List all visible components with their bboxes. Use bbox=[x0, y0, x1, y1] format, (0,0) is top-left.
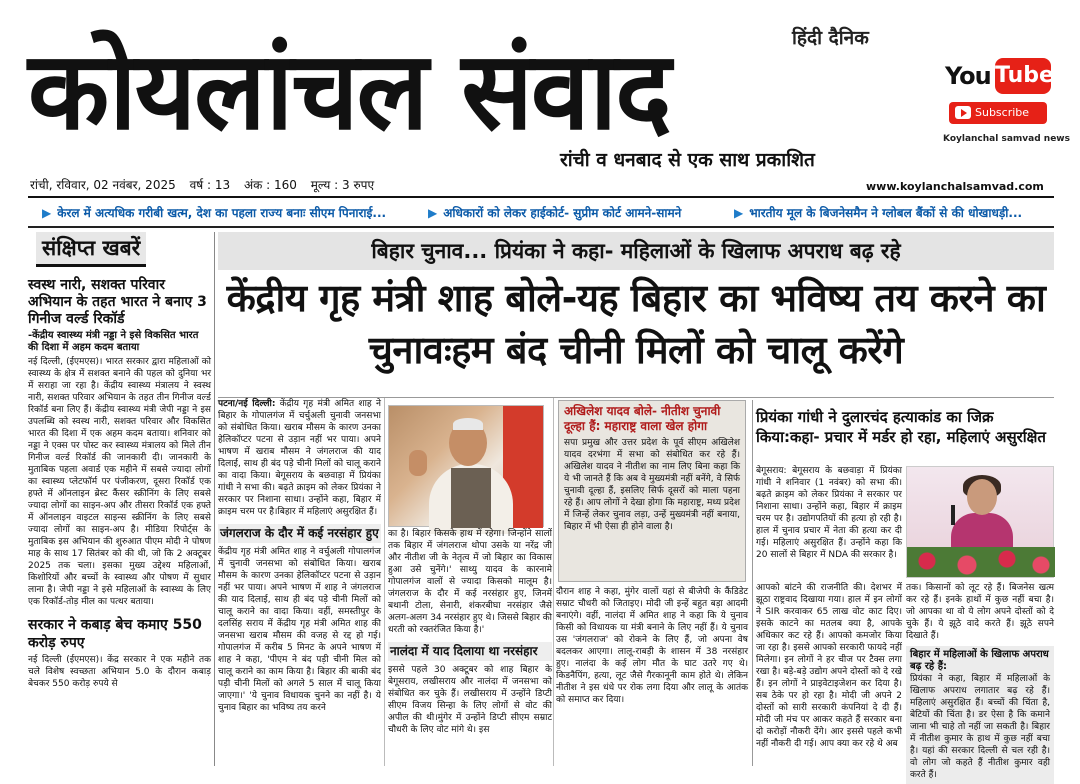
ticker-item[interactable]: ▶ भारतीय मूल के बिजनेसमैन ने ग्लोबल बैंकों से की धोखाधड़ी... bbox=[734, 204, 1022, 221]
column-divider bbox=[384, 398, 385, 766]
year: वर्ष : 13 bbox=[189, 178, 231, 192]
priyanka-gandhi-photo bbox=[906, 466, 1054, 578]
story-text: इससे पहले 30 अक्टूबर को शाह बिहार के बेगूसराय, लखीसराय और नालंदा में जनसभा को संबोधित कर चुके हैं। लखीसराय में उन्होंने डिप्टी सीएम विजय सिन्हा के लिए लोगों से वोट की अपील की थी।मुंगेर में उन्होंने डिप्टी सीएम सम्राट चौधरी के लिए वोट मांगे थे। इस bbox=[388, 665, 552, 735]
story-body bbox=[218, 398, 381, 518]
masthead bbox=[0, 0, 1080, 200]
box-headline: अखिलेश यादव बोले- नीतीश चुनावी दूल्हा हैं: महाराष्ट्र वाला खेल होगा bbox=[564, 404, 721, 433]
youtube-you-text: You bbox=[945, 62, 991, 90]
brief-story-body: नई दिल्ली, (ईएमएस)। भारत सरकार द्वारा महिलाओं को स्वास्थ्य के क्षेत्र में सशक्त बनाने की पहल को दुनिया भर में सराहा जा रहा है। केंद्रीय स्वास्थ्य मंत्रालय ने स्वस्थ नारी, सशक्त परिवार अभियान के तहत तीन गिनीज वर्ल्ड रिकॉर्ड बना लिए हैं। केंद्रीय स्वास्थ्य मंत्री जेपी नड्डा ने इस उपलब्धि को स्वस्थ नारी, सशक्त परिवार और विकसित भारत की दिशा में एक अहम कदम बताया। शनिवार को नड्डा ने एक्स पर पोस्ट कर स्वास्थ्य मंत्रालय को मिले तीन गिनीज वर्ल्ड रिकॉर्ड की जानकारी दी। जानकारी के मुताबिक पहला अवार्ड एक महीने में सबसे ज्यादा लोगों का स्वास्थ्य प्लेटफॉर्म पर पंजीकरण, दूसरा रिकॉर्ड एक हफ्ते में ऑनलाइन ब्रेस्ट कैंसर स्क्रीनिंग के लिए सबसे ज्यादा लोगों का साइन-अप और तीसरा रिकॉर्ड एक हफ्ते में ऑनलाइन वाइटल साइन्स स्क्रीनिंग के लिए सबसे ज्यादा लोगों का साइन-अप है। मीडिया रिपोर्ट्स के मुताबिक इस अभियान की शुरुआत पीएम मोदी ने पोषण माह के साथ 17 सितंबर को की थी, जो कि 2 अक्टूबर 2025 तक चला। इसका मुख्य उद्देश्य महिलाओं, किशोरियों और बच्चों के स्वास्थ्य और पोषण में सुधार लाना है। जेपी नड्डा ने इसे महिलाओं के स्वास्थ्य के लिए एक रिकॉर्ड-तोड़ मील का पत्थर बताया। bbox=[28, 357, 211, 607]
story-subhead: जंगलराज के दौर में कई नरसंहार हुए bbox=[218, 524, 381, 543]
lead-story-column-1 bbox=[218, 398, 381, 766]
story-text: का है। बिहार किसके हाथ में रहेगा। जिन्होंने सालों तक बिहार में जंगलराज थोपा उसके या नरेंद्र जी और नीतीश जी के नेतृत्व में जो बिहार का विकास हुआ उसे चुनेंगे।' साथ्यु यादव के कारनामे गोपालगंज वालों से ज्यादा किसको मालूम है। जंगलराज के दौर में कई नरसंहार हुए, जिनमें बथानी टोला, सेनारी, शंकरबीघा नरसंहार जैसे अलग-अलग 34 नरसंहार हुए थे। जिससे बिहार की धरती को रक्तरंजित किया है।' bbox=[388, 529, 552, 635]
box-text: प्रियंका ने कहा, बिहार में महिलाओं के खिलाफ अपराध लगातार बढ़ रहे हैं। महिलाएं असुरक्षित हैं। बच्चों की चिंता है, बेटियों की चिंता है। डर ऐसा है कि कमाने जाना भी चाहे तो नहीं जा सकती है। बिहार में नीतीश कुमार के हाथ में कुछ नहीं बचा है। यहां की सरकार दिल्ली से चल रही है। वो लोग जो कहते हैं नीतीश कुमार वही करते हैं। bbox=[910, 674, 1050, 780]
divider bbox=[28, 226, 1054, 228]
main-headline: केंद्रीय गृह मंत्री शाह बोले-यह बिहार का भविष्य तय करने का चुनावःहम बंद चीनी मिलों को चालू करेंगे bbox=[226, 276, 1046, 372]
amit-shah-photo bbox=[388, 405, 544, 527]
place-date: रांची, रविवार, 02 नवंबर, 2025 bbox=[30, 178, 176, 192]
story-text: केंद्रीय गृह मंत्री अमित शाह ने बिहार के गोपालगंज में चर्चुअली चुनावी जनसभा को संबोधित किया। खराब मौसम के कारण उनका हेलिकॉप्टर पटना से उड़ान नहीं भर पाया। अपने भाषण में खराब मौसम ने जंगलराज की याद दिलाई, साथ ही बंद पड़े चीनी मिलों को चालू कराने का वादा किया। बेगूसराय के बछवाड़ा में प्रियंका गांधी ने सभा की। बढ़ते क्राइम को लेकर प्रियंका ने सरकार पर निशाना साधा। उन्होंने कहा, बिहार में क्राइम चरम पर है।बिहार में महिलाएं असुरक्षित हैं। bbox=[218, 399, 381, 517]
youtube-subscribe-badge[interactable] bbox=[943, 58, 1070, 148]
divider bbox=[28, 196, 1054, 198]
subscribe-button[interactable] bbox=[949, 102, 1047, 124]
issue: अंक : 160 bbox=[243, 178, 297, 192]
lead-story-column-2 bbox=[388, 528, 552, 766]
edition-label: हिंदी दैनिक bbox=[792, 27, 869, 49]
brief-story-headline: स्वस्थ नारी, सशक्त परिवार अभियान के तहत भारत ने बनाए 3 गिनीज वर्ल्ड रिकॉर्ड bbox=[28, 277, 207, 327]
story-text: तक। किसानों को लूट रहे हैं। बिजनेस खत्म कर रहे हैं। इनके हाथों में कुछ नहीं बचा है। जो आपका था वो ये लोग अपने दोस्तों को दे चुके हैं। ये झूठे वादे करते हैं। झूठे सपने दिखाते हैं। bbox=[906, 583, 1054, 641]
brief-news-heading: संक्षिप्त खबरें bbox=[36, 232, 146, 267]
priyanka-story-continued bbox=[756, 582, 1054, 780]
newspaper-title: कोयलांचल संवाद bbox=[28, 29, 670, 154]
news-ticker bbox=[28, 202, 1054, 222]
brief-story-headline: सरकार ने कबाड़ बेच कमाए 550 करोड़ रुपए bbox=[28, 617, 202, 651]
play-icon bbox=[955, 106, 971, 119]
tagline: रांची व धनबाद से एक साथ प्रकाशित bbox=[560, 149, 815, 171]
story-text: दौरान शाह ने कहा, मुंगेर वालों यहां से बीजेपी के कैंडिडेट सम्राट चौधरी को जिताइए। मोदी जी इन्हें बहुत बड़ा आदमी बनाएंगे। वहीं, नालंदा में अमित शाह ने कहा कि ये चुनाव किसी को विधायक या मंत्री बनाने के लिए नहीं हैं। ये चुनाव उस 'जंगलराज' को रोकने के लिए हैं, जो अपना वेष बदलकर आएगा। लालू-राबड़ी के शासन में 38 नरसंहार हुए। नालंदा के कई लोग मौत के घाट उतरे गए थे। किडनैपिंग, हत्या, लूट जैसे गैरकानूनी काम होते थे। लेकिन नीतीश ने इस धंधे पर रोक लगा दिया और लालू के आतंक को समाप्त कर दिया। bbox=[556, 587, 748, 705]
kicker-headline: बिहार चुनाव... प्रियंका ने कहा- महिलाओं के खिलाफ अपराध बढ़ रहे bbox=[218, 232, 1054, 270]
column-divider bbox=[214, 232, 215, 766]
column-divider bbox=[553, 398, 554, 766]
priyanka-story-headline: प्रियंका गांधी ने दुलारचंद हत्याकांड का जिक्र किया:कहा- प्रचार में मर्डर हो रहा, महिलाएं असुरक्षित bbox=[756, 408, 1046, 446]
box-text: सपा प्रमुख और उत्तर प्रदेश के पूर्व सीएम अखिलेश यादव दरभंगा में सभा को संबोधित कर रहे हैं। अखिलेश यादव ने नीतीश का नाम लिए बिना कहा कि ये भी जानते हैं कि अब वे मुख्यमंत्री नहीं बनेंगे, वे सिर्फ चुनावी दूल्हा हैं, इसलिए सिर्फ दूसरों को माला पहना रहे हैं। आप लोगों ने देखा होगा कि महाराष्ट्र, मध्य प्रदेश में जिन्हें लेकर चुनाव लड़ा, उन्हें मुख्यमंत्री नहीं बनाया, बिहार में भी ऐसा ही होने वाला है। bbox=[564, 438, 740, 532]
youtube-tube-text: Tube bbox=[995, 58, 1051, 94]
website-link[interactable]: www.koylanchalsamvad.com bbox=[866, 180, 1044, 193]
women-safety-box bbox=[906, 646, 1054, 784]
lead-story-column-3 bbox=[556, 586, 748, 766]
subscribe-label: Subscribe bbox=[975, 106, 1030, 119]
brief-story-body: नई दिल्ली (ईएमएस)। केंद्र सरकार ने एक महीने तक चले विशेष स्वच्छता अभियान 5.0 के दौरान कबाड़ बेचकर 550 करोड़ रुपये से bbox=[28, 655, 211, 689]
column-divider bbox=[752, 400, 753, 766]
akhilesh-story-box bbox=[558, 400, 746, 582]
dateline bbox=[30, 176, 384, 193]
brief-story-subhead: -केंद्रीय स्वास्थ्य मंत्री नड्डा ने इसे विकसित भारत की दिशा में अहम कदम बताया bbox=[28, 330, 199, 353]
story-dateline: पटना/नई दिल्ली: bbox=[218, 399, 276, 409]
story-text: आपको बांटने की राजनीति की। देशभर में झूठा राष्ट्रवाद दिखाया गया। हाल में इन लोगों ने SIR करवाकर 65 लाख वोट काट दिए। इसके काटने का मतलब क्या है, आपके अधिकार कट रहे हैं। आपको कमजोर किया जा रहा है। इससे आपको सरकारी फायदे नहीं मिलेगा। इन लोगों ने हर चीज पर टैक्स लगा रखा है। बड़े-बड़े उद्योग अपने दोस्तों को दे रखे हैं। इन लोगों ने प्राइवेटाइजेशन कर दिया है। सब ठेके पर हो रहा है। मोदी जी अपने 2 दोस्तों को सारी सरकारी कंपनियां दे दी हैं। मोदी जी मंच पर आकर कहते हैं सरकार बना दो करोड़ों नौकरी देंगे। आर इससे पहले कभी नहीं नौकरी दी गई। आप क्या कर रहे थे अब bbox=[756, 583, 902, 749]
brief-news-column bbox=[28, 232, 211, 766]
ticker-item[interactable]: ▶ केरल में अत्यधिक गरीबी खत्म, देश का पहला राज्य बनाः सीएम पिनाराई... bbox=[42, 204, 386, 221]
story-text: बेगूसराय: बेगूसराय के बछवाड़ा में प्रियंका गांधी ने शनिवार (1 नवंबर) को सभा की। बढ़ते क्राइम को लेकर प्रियंका ने सरकार पर निशाना साधा। उन्होंने कहा, बिहार में क्राइम चरम पर है। उद्योगपतियों की हत्या हो रही है। हाल में चुनाव प्रचार में नेता की हत्या कर दी गई। महिलाएं असुरक्षित हैं। उन्होंने कहा कि 20 सालों से बिहार में NDA की सरकार है। bbox=[756, 466, 902, 560]
story-text: केंद्रीय गृह मंत्री अमित शाह ने वर्चुअली गोपालगंज में चुनावी जनसभा को संबोधित किया। खराब मौसम के कारण उनका हेलिकॉप्टर पटना से उड़ान नहीं भर पाया। अपने भाषण में शाह ने जंगलराज की याद दिलाई, साथ ही बंद पड़े चीनी मिलों को चालू कराने का वादा किया। वहीं, समस्तीपुर के दलसिंह सराय में केंद्रीय गृह मंत्री अमित शाह की जनसभा खराब मौसम की वजह से रद्द हो गई। गोपालगंज में करीब 5 मिनट के अपने भाषण में शाह ने कहा, 'पीएम ने बंद पड़ी चीनी मिल को चालू कराने का काम किया है। बिहार की बाकी बंद पड़ी चीनी मिलों को अगले 5 साल में चालू किया जाएगा।' 'ये चुनाव विधायक चुनने का नहीं है। ये चुनाव बिहार का भविष्य तय करने bbox=[218, 547, 381, 713]
ticker-item[interactable]: ▶ अधिकारों को लेकर हाईकोर्ट- सुप्रीम कोर्ट आमने-सामने bbox=[428, 204, 681, 221]
story-subhead: नालंदा में याद दिलाया था नरसंहार bbox=[388, 642, 552, 661]
box-headline: बिहार में महिलाओं के खिलाफ अपराध बढ़ रहे हैं: bbox=[910, 649, 1049, 672]
priyanka-story-text bbox=[756, 465, 902, 581]
youtube-handle: Koylanchal samvad news bbox=[943, 134, 1070, 144]
price: मूल्य : 3 रुपए bbox=[310, 178, 375, 192]
